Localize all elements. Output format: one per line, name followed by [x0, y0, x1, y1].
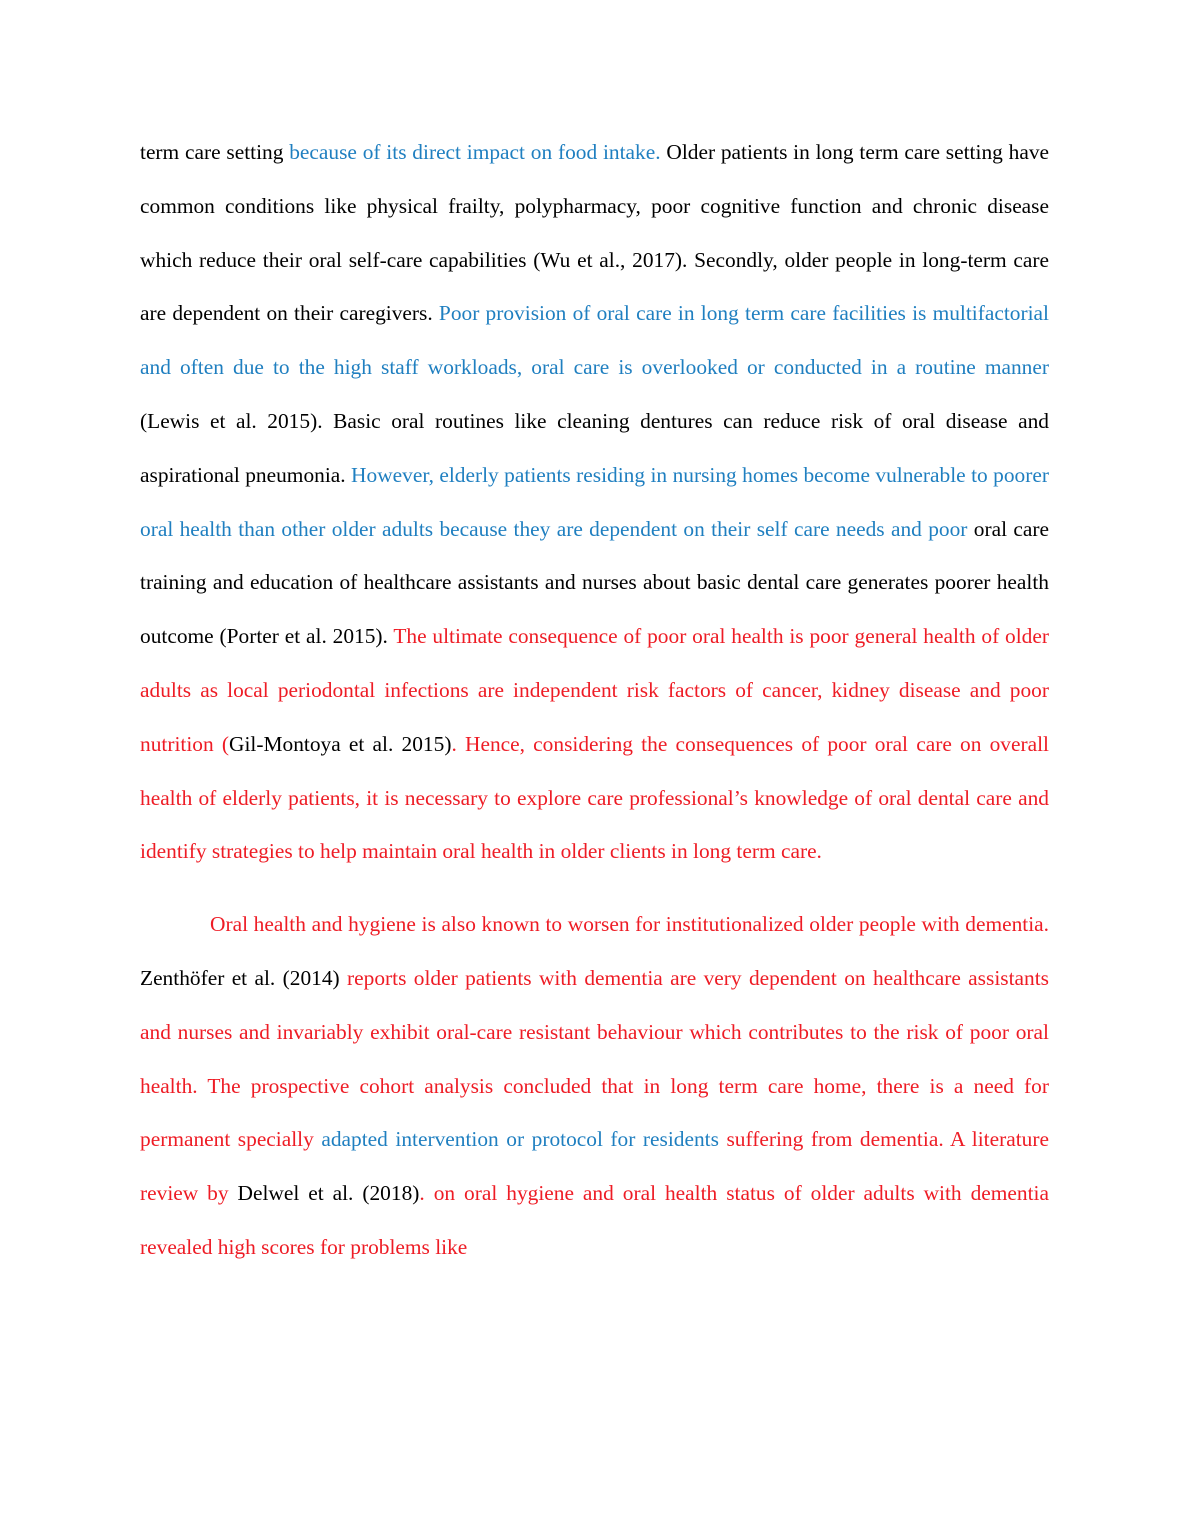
text-segment: (Lewis et al. 2015). Basic oral routines like cleaning dentures can reduce risk of oral disease and aspirational pneumonia. — [140, 408, 1049, 487]
text-segment: . on oral hygiene and oral health status of older adults with dementia revealed high scores for problems like — [140, 1181, 1049, 1259]
text-segment: Older patients in long term care setting have common conditions like physical frailty, polypharmacy, poor cognitive function and chronic disease which reduce their oral self-care capabilities (Wu et al., 2017). Secondly, older people in long-term care are dependent on their caregivers. — [140, 140, 1050, 326]
text-segment: . Hence, considering the consequences of poor oral care on overall health of elderly patients, it is necessary to explore care professional’s knowledge of oral dental care and identify strategies to help maintain oral health in older clients in long term care. — [140, 731, 1049, 864]
text-segment: term care setting — [140, 140, 290, 164]
document-page — [140, 126, 1049, 1275]
paragraph-2 — [140, 898, 1049, 1275]
text-segment: reports older patients with dementia are very dependent on healthcare assistants and nurses and invariably exhibit oral-care resistant behaviour which contributes to the risk of poor oral health. The prospective cohort analysis concluded that in long term care home, there is a need for permanent specially — [140, 965, 1049, 1152]
text-segment: adapted intervention or protocol for residents — [321, 1127, 719, 1152]
text-segment: oral care training and education of healthcare assistants and nurses about basic dental care generates poorer health outcome (Porter et al. 2015). — [140, 516, 1049, 649]
paragraph-1 — [140, 126, 1049, 879]
text-segment: Oral health and hygiene is also known to worsen for institutionalized older people with dementia. — [210, 912, 1049, 937]
text-segment: Gil-Montoya et al. 2015) — [229, 731, 452, 756]
text-segment: Zenthöfer et al. (2014) — [140, 965, 340, 990]
text-segment: However, elderly patients residing in nursing homes become vulnerable to poorer oral health than other older adults because they are dependent on their self care needs and poor — [140, 462, 1049, 541]
text-segment: suffering from dementia. A literature review by — [140, 1127, 1049, 1206]
text-segment: Delwel et al. (2018) — [237, 1181, 420, 1206]
text-segment: because of its direct impact on food intake. — [289, 140, 661, 164]
text-segment: The ultimate consequence of poor oral health is poor general health of older adults as local periodontal infections are independent risk factors of cancer, kidney disease and poor nutrition ( — [140, 624, 1049, 756]
text-segment: Poor provision of oral care in long term care facilities is multifactorial and often due to the high staff workloads, oral care is overlooked or conducted in a routine manner — [140, 301, 1049, 380]
